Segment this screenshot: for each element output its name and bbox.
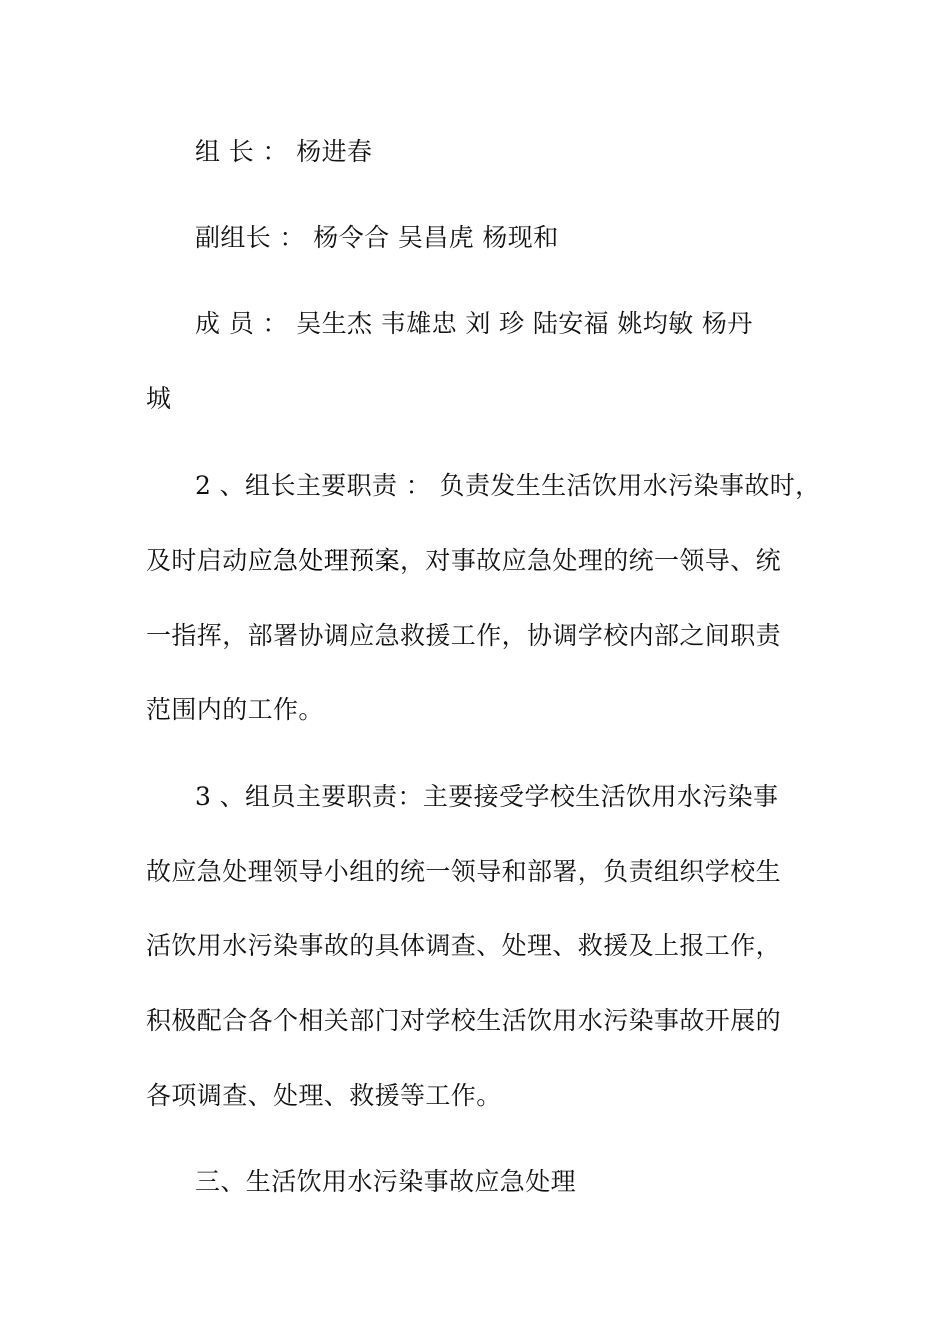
heading-section-3: 三、生活饮用水污染事故应急处理 [195, 1167, 577, 1196]
section-3-line-4: 积极配合各个相关部门对学校生活饮用水污染事故开展的 [146, 1006, 782, 1035]
section-2-line-1: 2 、组长主要职责 ： 负责发生生活饮用水污染事故时， [195, 471, 821, 500]
members-line-1: 成 员 ： 吴生杰 韦雄忠 刘 珍 陆安福 姚均敏 杨丹 [195, 309, 753, 338]
section-2-line-4: 范围内的工作。 [146, 695, 324, 724]
deputy-leader-line: 副组长 ： 杨令合 吴昌虎 杨现和 [195, 223, 559, 252]
emergency-plan-term: 应急处理预案 [247, 546, 401, 575]
section-2-line-2c: ，对事故应急处理的统一领导、统 [400, 546, 782, 575]
section-2-line-3: 一指挥，部署协调应急救援工作，协调学校内部之间职责 [146, 621, 782, 650]
section-3-line-1: 3 、组员主要职责：主要接受学校生活饮用水污染事 [195, 782, 779, 811]
leader-line: 组 长 ： 杨进春 [195, 137, 373, 166]
section-2-line-2 [146, 545, 781, 577]
section-3-line-2: 故应急处理领导小组的统一领导和部署，负责组织学校生 [146, 857, 782, 886]
section-3-line-5: 各项调查、处理、救援等工作。 [146, 1081, 502, 1110]
members-line-2: 城 [146, 384, 172, 413]
section-2-line-2a: 及时启动 [146, 546, 248, 575]
section-3-line-3: 活饮用水污染事故的具体调查、处理、救援及上报工作， [146, 931, 782, 960]
